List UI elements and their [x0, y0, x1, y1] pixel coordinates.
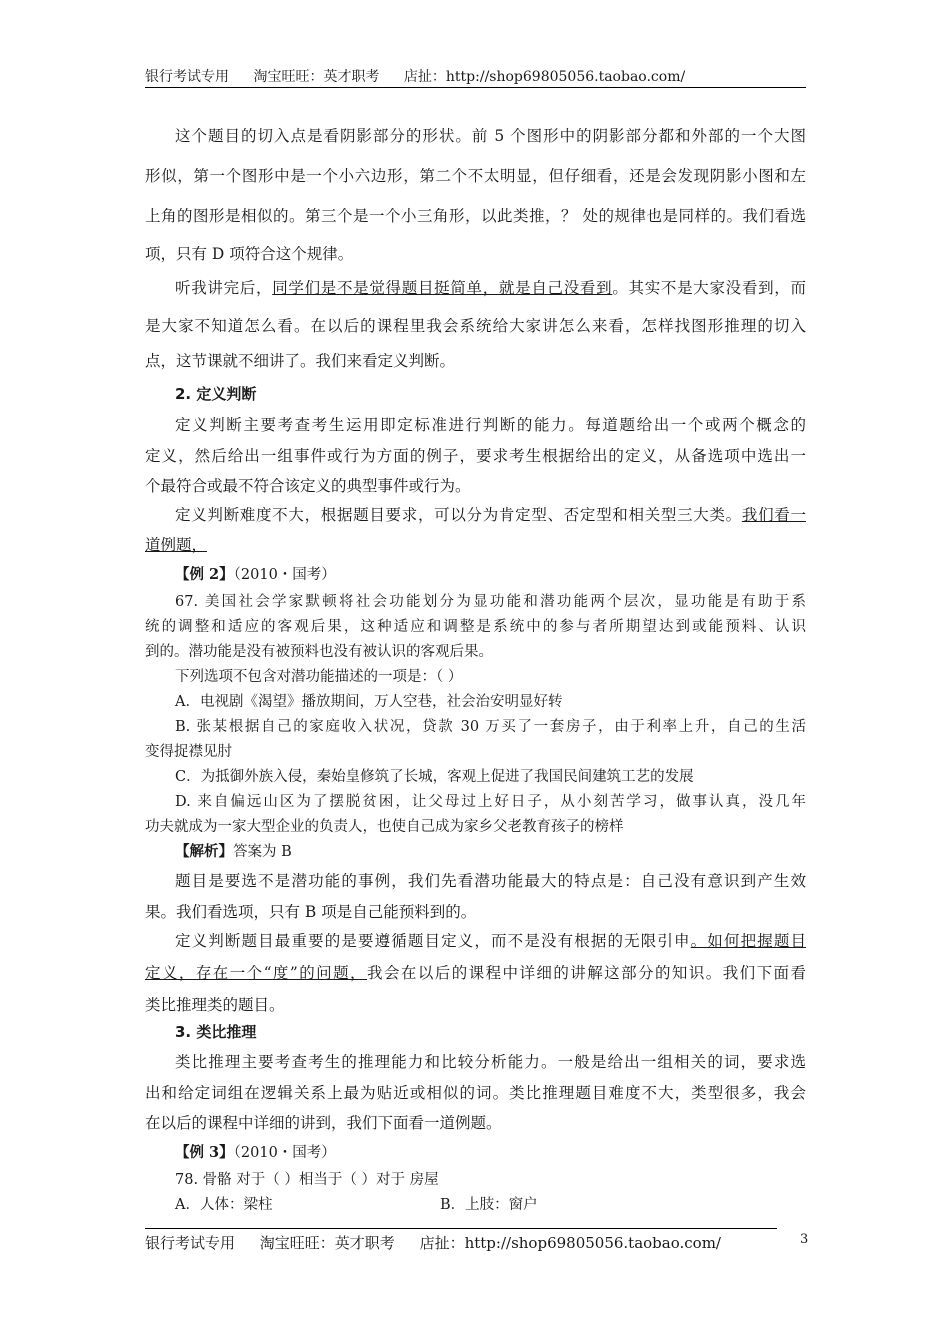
para4-line3: 类比推理类的题目。	[145, 996, 285, 1014]
section2-underline-a: 我们看一	[741, 506, 806, 524]
example2-option-d1: D. 来自偏远山区为了摆脱贫困，让父母过上好日子，从小刻苦学习，做事认真，没几年	[175, 794, 806, 810]
footer-rule	[145, 1228, 777, 1229]
para4-underline-b: 定义，存在一个“度”的问题，	[145, 964, 367, 982]
para1-line4: 项，只有 D 项符合这个规律。	[145, 245, 354, 263]
section3-line3: 在以后的课程中详细的讲到，我们下面看一道例题。	[145, 1114, 502, 1132]
para4-underline-a: 。如何把握题目	[690, 932, 806, 950]
example3-option-a: A．人体：梁柱	[175, 1197, 273, 1213]
para4-text-b: 我会在以后的课程中详细的讲解这部分的知识。我们下面看	[367, 964, 806, 982]
header-label: 银行考试专用	[145, 69, 229, 85]
example2-option-b2: 变得捉襟见肘	[145, 744, 232, 760]
section3-title: 3. 类比推理	[175, 1023, 257, 1041]
section2-line4	[175, 503, 806, 525]
header-rule	[145, 87, 806, 88]
example2-header	[175, 563, 806, 584]
section2-line1: 定义判断主要考查考生运用即定标准进行判断的能力。每道题给出一个或两个概念的	[175, 416, 806, 434]
section2-line2: 定义，然后给出一组事件或行为方面的例子，要求考生根据给出的定义，从备选项中选出一	[145, 447, 806, 465]
example2-source: （2010・国考）	[233, 567, 336, 583]
example2-option-b1: B. 张某根据自己的家庭收入状况，贷款 30 万买了一套房子，由于利率上升，自己的生活	[175, 719, 806, 735]
para2-underline: 同学们是不是觉得题目挺简单，就是自己没看到	[272, 279, 613, 297]
para1-line2: 形似，第一个图形中是一个小六边形，第二个不太明显，但仔细看，还是会发现阴影小图和左	[145, 167, 806, 185]
para4-text-a: 定义判断题目最重要的是要遵循题目定义，而不是没有根据的无限引申	[175, 932, 691, 950]
para3-line1: 题目是要选不是潜功能的事例，我们先看潜功能最大的特点是：自己没有意识到产生效	[175, 872, 806, 890]
example2-q1: 67. 美国社会学家默顿将社会功能划分为显功能和潜功能两个层次，显功能是有助于系	[175, 594, 806, 610]
para2-text-a: 听我讲完后，	[175, 279, 273, 297]
para2-line1	[175, 276, 806, 298]
para4-line2	[145, 961, 806, 983]
footer-label: 银行考试专用	[145, 1234, 236, 1252]
page-header	[145, 66, 705, 86]
example2-answer	[175, 840, 806, 861]
header-shop: 淘宝旺旺：英才职考	[253, 69, 380, 85]
para2-line2: 是大家不知道怎么看。在以后的课程里我会系统给大家讲怎么来看，怎样找图形推理的切入	[145, 317, 806, 335]
example3-option-b: B．上肢：窗户	[440, 1197, 538, 1213]
section2-text-a: 定义判断难度不大，根据题目要求，可以分为肯定型、否定型和相关型三大类。	[175, 506, 742, 524]
section2-title: 2. 定义判断	[175, 385, 257, 403]
example2-q2: 统的调整和适应的客观后果，这种适应和调整是系统中的参与者所期望达到或能预料、认识	[145, 619, 806, 635]
para1-line1: 这个题目的切入点是看阴影部分的形状。前 5 个图形中的阴影部分都和外部的一个大图	[175, 127, 806, 145]
para4-line1	[175, 929, 806, 951]
page-footer	[145, 1232, 741, 1253]
header-url: 店扯：http://shop69805056.taobao.com/	[403, 69, 686, 85]
section2-underline-b: 道例题，	[145, 536, 208, 554]
section3-line1: 类比推理主要考查考生的推理能力和比较分析能力。一般是给出一组相关的词，要求选	[175, 1053, 806, 1071]
section2-line3: 个最符合或最不符合该定义的典型事件或行为。	[145, 477, 471, 495]
para2-text-c: 。其实不是大家没看到，而	[612, 279, 806, 297]
example3-options	[175, 1193, 806, 1214]
example2-q4: 下列选项不包含对潜功能描述的一项是：（ ）	[175, 669, 463, 685]
example2-q3: 到的。潜功能是没有被预料也没有被认识的客观后果。	[145, 644, 493, 660]
example2-option-a: A．电视剧《渴望》播放期间，万人空巷，社会治安明显好转	[175, 694, 563, 710]
example3-header	[175, 1141, 806, 1162]
answer-text: 答案为 B	[233, 844, 292, 860]
footer-url: 店扯：http://shop69805056.taobao.com/	[419, 1234, 721, 1252]
answer-tag: 【解析】	[175, 843, 233, 860]
example3-tag: 【例 3】	[175, 1144, 234, 1161]
page-number: 3	[800, 1232, 809, 1247]
footer-shop: 淘宝旺旺：英才职考	[259, 1234, 395, 1252]
example3-source: （2010・国考）	[233, 1145, 336, 1161]
section3-line2: 出和给定词组在逻辑关系上最为贴近或相似的词。类比推理题目难度不大，类型很多，我会	[145, 1084, 806, 1102]
para2-line3: 点，这节课就不细讲了。我们来看定义判断。	[145, 352, 456, 370]
para3-line2: 果。我们看选项，只有 B 项是自己能预料到的。	[145, 903, 477, 921]
example2-tag: 【例 2】	[175, 566, 234, 583]
example3-question: 78. 骨骼 对于（ ）相当于（ ）对于 房屋	[175, 1172, 439, 1188]
example2-option-c: C．为抵御外族入侵，秦始皇修筑了长城，客观上促进了我国民间建筑工艺的发展	[175, 769, 694, 785]
para1-line3: 上角的图形是相似的。第三个是一个小三角形，以此类推，？ 处的规律也是同样的。我们看选	[145, 207, 806, 225]
example2-option-d2: 功夫就成为一家大型企业的负责人，也使自己成为家乡父老教育孩子的榜样	[145, 819, 624, 835]
